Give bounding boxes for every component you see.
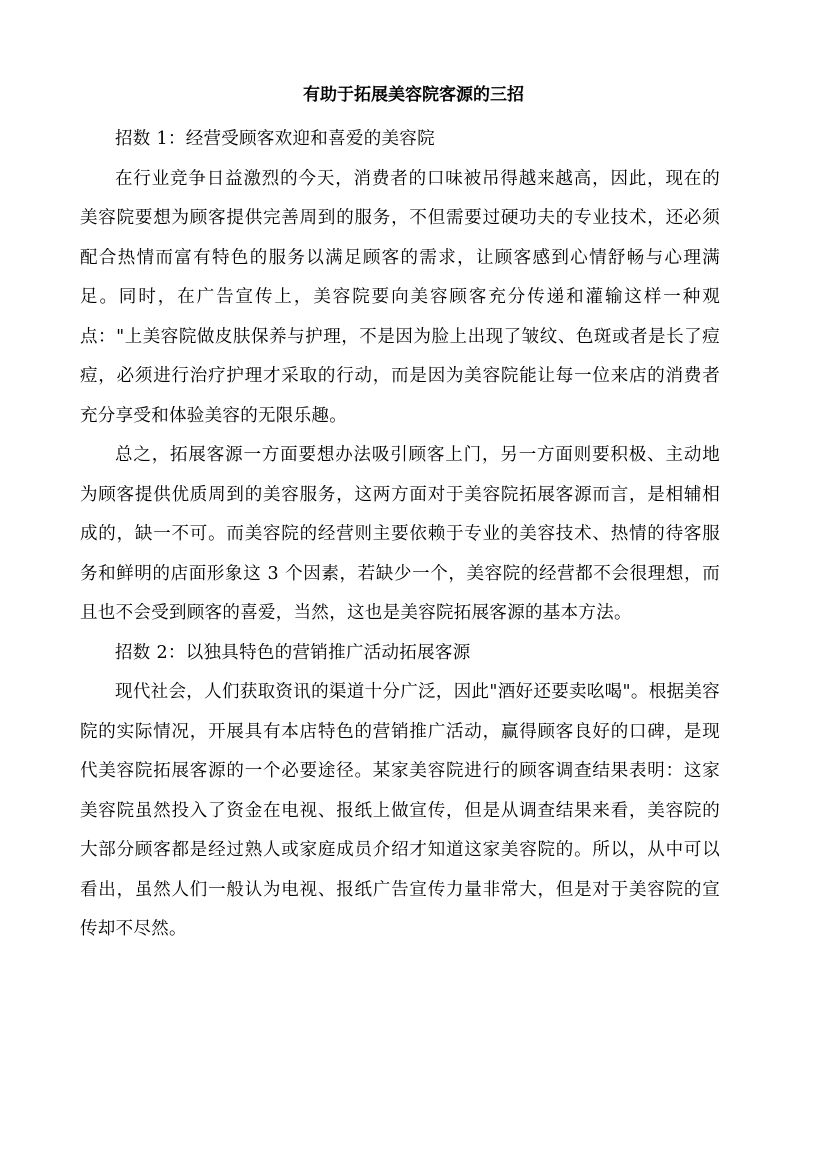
- body-paragraph: 在行业竞争日益激烈的今天，消费者的口味被吊得越来越高，因此，现在的美容院要想为顾客提供完善周到的服务，不但需要过硬功夫的专业技术，还必须配合热情而富有特色的服务以满足顾客的需求，让顾客感到心情舒畅与心理满足。同时，在广告宣传上，美容院要向美容顾客充分传递和灌输这样一种观点："上美容院做皮肤保养与护理，不是因为脸上出现了皱纹、色斑或者是长了痘痘，必须进行治疗护理才采取的行动，而是因为美容院能让每一位来店的消费者充分享受和体验美容的无限乐趣。: [80, 168, 720, 426]
- body-paragraph: 现代社会，人们获取资讯的渠道十分广泛，因此"酒好还要卖吆喝"。根据美容院的实际情况，开展具有本店特色的营销推广活动，赢得顾客良好的口碑，是现代美容院拓展客源的一个必要途径。某家美容院进行的顾客调查结果表明：这家美容院虽然投入了资金在电视、报纸上做宣传，但是从调查结果来看，美容院的大部分顾客都是经过熟人或家庭成员介绍才知道这家美容院的。所以，从中可以看出，虽然人们一般认为电视、报纸广告宣传力量非常大，但是对于美容院的宣传却不尽然。: [80, 682, 720, 939]
- document-title: 有助于拓展美容院客源的三招: [303, 85, 524, 105]
- body-paragraph: 总之，拓展客源一方面要想办法吸引顾客上门，另一方面则要积极、主动地为顾客提供优质周到的美容服务，这两方面对于美容院拓展客源而言，是相辅相成的，缺一不可。而美容院的经营则主要依赖于专业的美容技术、热情的待客服务和鲜明的店面形象这 3 个因素，若缺少一个，美容院的经营都不会很理想，而且也不会受到顾客的喜爱，当然，这也是美容院拓展客源的基本方法。: [80, 445, 720, 623]
- document-body: [80, 120, 720, 950]
- section-heading-1: 招数 1：经营受顾客欢迎和喜爱的美容院: [115, 129, 435, 149]
- section-heading-2: 招数 2：以独具特色的营销推广活动拓展客源: [115, 642, 471, 663]
